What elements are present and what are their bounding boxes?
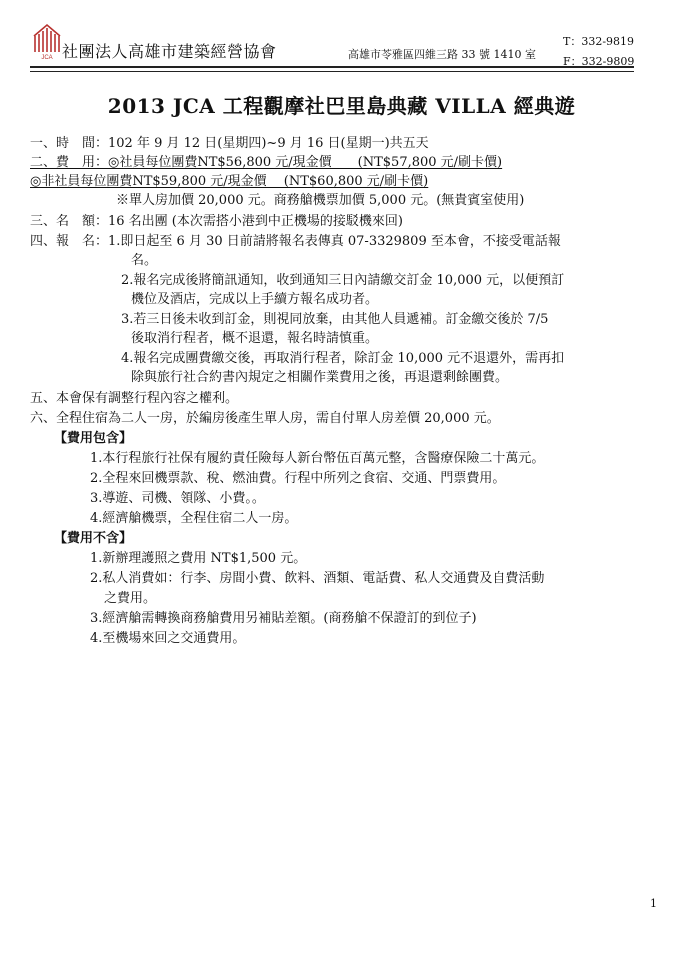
fee-note: ※單人房加價 20,000 元。商務艙機票加價 5,000 元。(無貴賓室使用) [116, 193, 525, 208]
org-name: 社團法人高雄市建築經營協會 [62, 42, 277, 61]
excluded-item-4: 4.至機場來回之交通費用。 [90, 631, 246, 646]
registration-item-2: 2.報名完成後將簡訊通知，收到通知三日內請繳交訂金 10,000 元，以便預訂 [121, 273, 565, 288]
included-heading: 【費用包含】 [54, 431, 133, 446]
excluded-heading: 【費用不含】 [54, 531, 133, 546]
registration-item-2-cont: 機位及酒店，完成以上手續方報名成功者。 [131, 292, 379, 307]
association-logo [32, 22, 62, 60]
section-registration: 四、報 名：1.即日起至 6 月 30 日前請將報名表傳真 07-3329809 至本會，不接受電話報 [30, 234, 561, 249]
registration-cont: 名。 [131, 253, 158, 268]
registration-item-3-cont: 後取消行程者，概不退還，報名時請慎重。 [131, 331, 379, 346]
page-number: 1 [650, 897, 657, 910]
logo-text: JCA [41, 55, 53, 60]
excluded-item-1: 1.新辦理護照之費用 NT$1,500 元。 [90, 551, 307, 566]
page-title: 2013 JCA 工程觀摩社巴里島典藏 VILLA 經典遊 [107, 94, 576, 118]
excluded-item-2: 2.私人消費如：行李、房間小費、飲料、酒類、電話費、私人交通費及自費活動 [90, 571, 545, 586]
excluded-item-2-cont: 之費用。 [104, 591, 157, 606]
header-divider [30, 66, 634, 68]
excluded-item-3: 3.經濟艙需轉換商務艙費用另補貼差額。(商務艙不保證訂的到位子) [90, 611, 477, 626]
included-item-4: 4.經濟艙機票，全程住宿二人一房。 [90, 511, 298, 526]
fee-nonmember: ◎非社員每位團費NT$59,800 元/現金價 (NT$60,800 元/刷卡價) [30, 174, 429, 189]
registration-item-3: 3.若三日後未收到訂金，則視同放棄，由其他人員遞補。訂金繳交後於 7/5 [121, 312, 549, 327]
included-item-2: 2.全程來回機票款、稅、燃油費。行程中所列之食宿、交通、門票費用。 [90, 471, 506, 486]
section-period: 一、時 間：102 年 9 月 12 日(星期四)~9 月 16 日(星期一)共五天 [30, 136, 429, 151]
fax-number: F：332-9809 [563, 55, 635, 68]
section-rights: 五、本會保有調整行程內容之權利。 [30, 391, 239, 406]
section-accommodation: 六、全程住宿為二人一房，於編房後產生單人房，需自付單人房差價 20,000 元。 [30, 411, 500, 426]
registration-item-4: 4.報名完成團費繳交後，再取消行程者，除訂金 10,000 元不退還外，需再扣 [121, 351, 565, 366]
included-item-3: 3.導遊、司機、領隊、小費。。 [90, 491, 265, 506]
section-fee-member: 二、費 用：◎社員每位團費NT$56,800 元/現金價 (NT$57,800 元/刷卡價) [30, 155, 503, 170]
section-quota: 三、名 額：16 名出團 (本次需搭小港到中正機場的接駁機來回) [30, 214, 403, 229]
registration-item-4-cont: 除與旅行社合約書內規定之相關作業費用之後，再退還剩餘團費。 [131, 370, 509, 385]
phone-number: T：332-9819 [563, 35, 635, 48]
included-item-1: 1.本行程旅行社保有履約責任險每人新台幣伍百萬元整，含醫療保險二十萬元。 [90, 451, 545, 466]
org-address: 高雄市苓雅區四維三路 33 號 1410 室 [348, 48, 536, 61]
header-divider-thin [30, 71, 634, 72]
